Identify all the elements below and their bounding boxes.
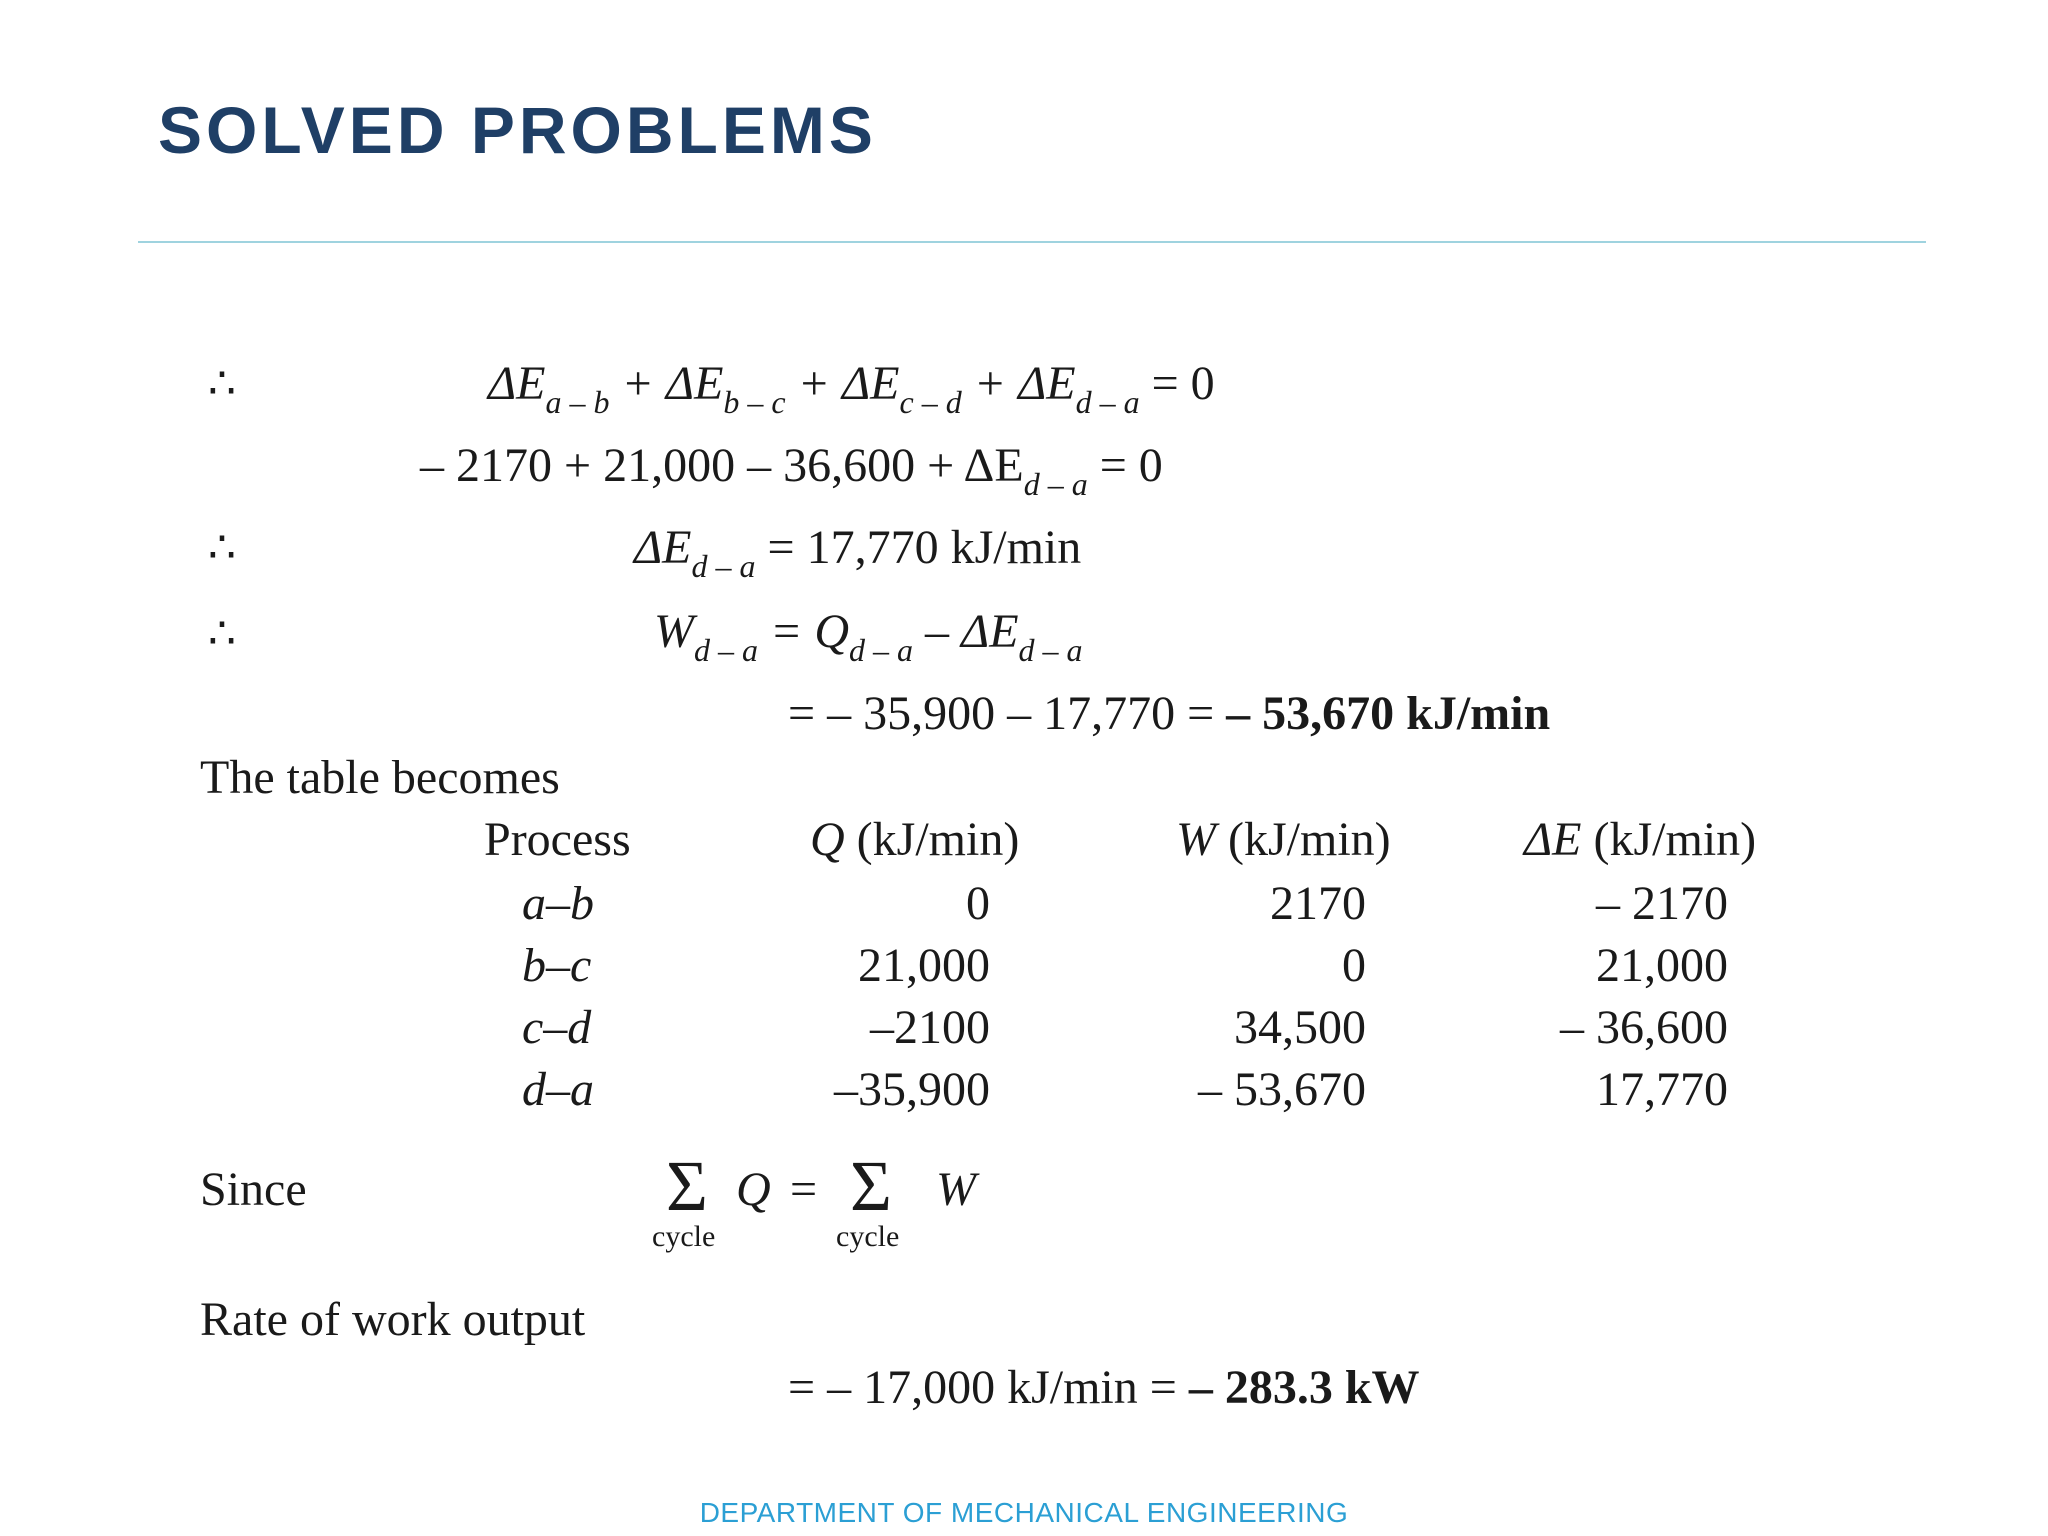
cell-q: 21,000: [858, 939, 990, 992]
cell-q: –2100: [870, 1001, 990, 1054]
cell-delta-e: 17,770: [1596, 1063, 1728, 1116]
equation-energy-sum: $\Delta E_{a - b} + \Delta E_{b - c} + \Delta E_{c - d} + \Delta E_{d - a} = 0$: [488, 357, 1215, 420]
sum-w: W: [936, 1163, 976, 1216]
equation-delta-e-da: $\Delta E_{d - a} = 17,770$ kJ/min: [634, 521, 1082, 584]
therefore-symbol: ∴: [208, 609, 236, 658]
cell-delta-e: – 2170: [1596, 877, 1728, 930]
therefore-symbol: ∴: [208, 523, 236, 572]
table-intro: The table becomes: [200, 751, 560, 804]
sigma-symbol: Σ: [666, 1146, 708, 1226]
cell-q: 0: [966, 877, 990, 930]
cell-process: b–c: [522, 939, 592, 992]
cell-process: c–d: [522, 1001, 592, 1054]
equation-substitution: – $2170 + 21,000 - 36,600 + \Delta E_{d - a} = 0$: [420, 439, 1163, 502]
header-q: Q (kJ/min): [810, 813, 1020, 866]
cell-q: –35,900: [834, 1063, 990, 1116]
since-label: Since: [200, 1163, 307, 1216]
cell-w: 34,500: [1234, 1001, 1366, 1054]
cell-delta-e: – 36,600: [1560, 1001, 1728, 1054]
title-divider: [138, 241, 1926, 243]
cell-process: a–b: [522, 877, 594, 930]
cell-w: 2170: [1270, 877, 1366, 930]
cell-delta-e: 21,000: [1596, 939, 1728, 992]
therefore-symbol: ∴: [208, 359, 236, 408]
footer-department: DEPARTMENT OF MECHANICAL ENGINEERING: [699, 1497, 1349, 1528]
cell-w: 0: [1342, 939, 1366, 992]
cell-process: d–a: [522, 1063, 594, 1116]
header-process: Process: [484, 813, 631, 866]
rate-result-value: – 283.3 kW: [1188, 1361, 1420, 1414]
equation-work-result: = – 35,900 – 17,770 = – 53,670 kJ/min: [788, 687, 1551, 740]
rate-equation: = – 17,000 kJ/min = – 283.3 kW: [788, 1361, 1420, 1414]
cycle-label: cycle: [652, 1220, 716, 1253]
cell-w: – 53,670: [1198, 1063, 1366, 1116]
header-w: W (kJ/min): [1176, 813, 1391, 866]
equation-work-da: $W_{d - a} = Q_{d - a} - \Delta E_{d - a}$: [654, 605, 1083, 668]
header-delta-e: ΔE (kJ/min): [1524, 813, 1757, 866]
sigma-symbol: Σ: [850, 1146, 892, 1226]
page-title: SOLVED PROBLEMS: [158, 93, 877, 167]
sum-equals: =: [790, 1163, 818, 1216]
cycle-label: cycle: [836, 1220, 900, 1253]
rate-label: Rate of work output: [200, 1293, 586, 1346]
sum-q: Q: [736, 1163, 771, 1216]
work-result-value: – 53,670 kJ/min: [1226, 687, 1551, 740]
